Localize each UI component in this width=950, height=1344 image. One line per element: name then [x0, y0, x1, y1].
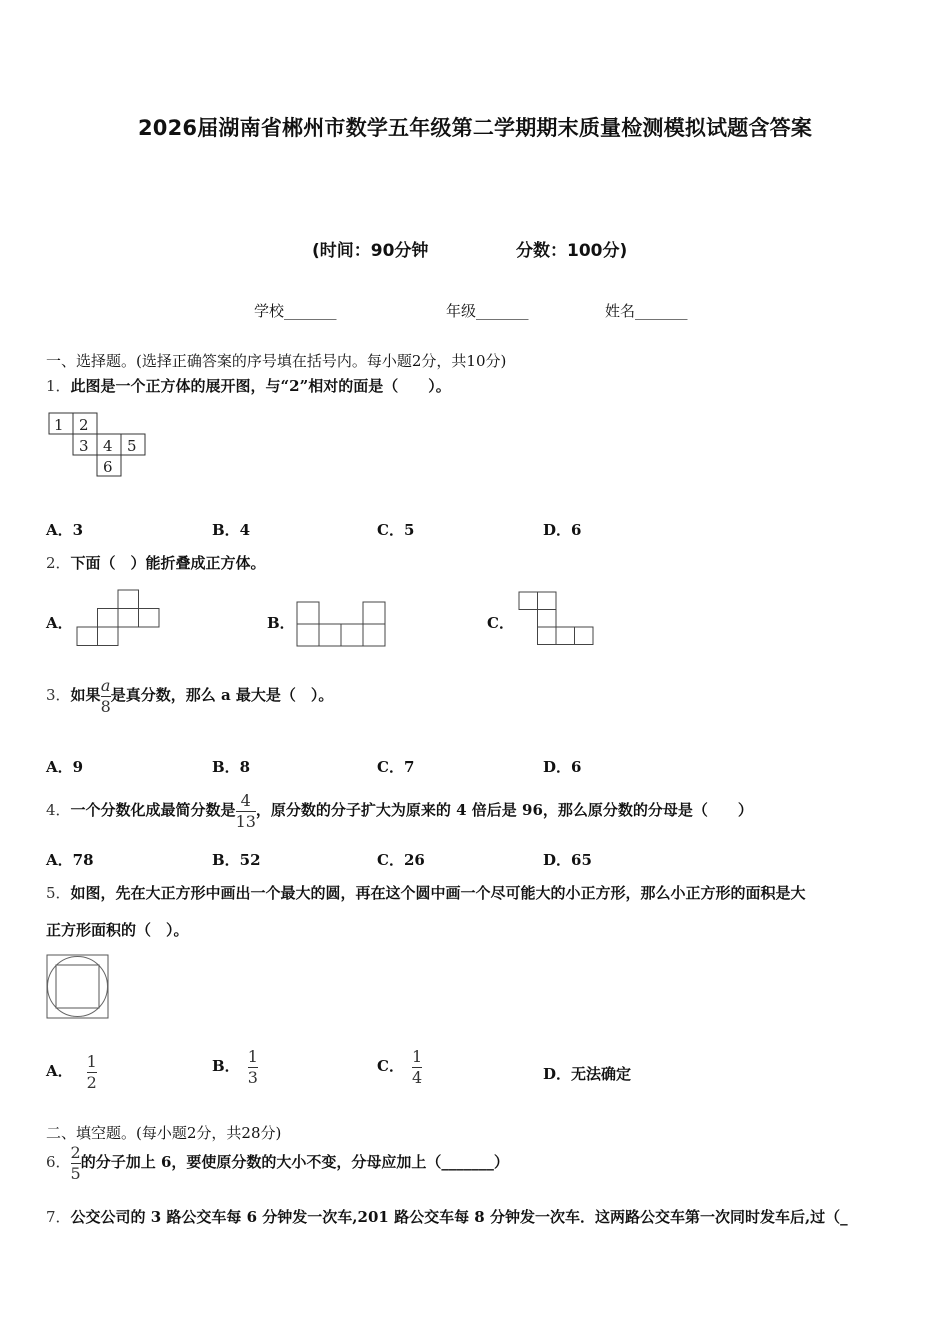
q5-option-a[interactable] — [46, 1041, 97, 1101]
fraction-denominator: 3 — [247, 1067, 258, 1087]
question-number: 7． — [46, 1208, 71, 1226]
net-face-2: 2 — [79, 416, 89, 434]
q5-option-c[interactable] — [377, 1036, 422, 1096]
question-4 — [46, 790, 753, 831]
fraction-4-over-13 — [236, 792, 256, 831]
question-prefix: 如果 — [70, 686, 101, 704]
exam-time: (时间：90分钟 — [312, 241, 429, 261]
q1-option-c[interactable]: C．5 — [377, 521, 415, 539]
net-face-4: 4 — [103, 437, 113, 455]
q1-option-b[interactable]: B．4 — [212, 521, 251, 539]
question-suffix: 是真分数，那么 a 最大是（ ）。 — [110, 686, 334, 704]
grade-field: 年级_______ — [446, 302, 529, 320]
question-6 — [46, 1142, 509, 1183]
q5-option-d[interactable]: D．无法确定 — [543, 1065, 632, 1083]
fraction-a-over-8 — [101, 677, 111, 716]
name-field: 姓名_______ — [605, 302, 688, 320]
question-5-line-2: 正方形面积的（ ）。 — [46, 921, 189, 939]
question-number: 2． — [46, 554, 71, 572]
q3-option-a[interactable]: A．9 — [46, 758, 84, 776]
fraction-denominator: 2 — [86, 1072, 97, 1092]
fraction-denominator: 5 — [70, 1163, 81, 1183]
fraction-numerator: a — [100, 675, 111, 695]
question-text: 此图是一个正方体的展开图，与“2”相对的面是（ ）。 — [70, 377, 451, 395]
q3-option-c[interactable]: C．7 — [377, 758, 415, 776]
question-7 — [46, 1206, 848, 1228]
fraction-numerator: 4 — [240, 790, 251, 810]
fraction-numerator: 2 — [70, 1142, 81, 1162]
fraction-2-over-5 — [71, 1144, 81, 1183]
q5-option-b[interactable] — [212, 1036, 258, 1096]
section-2-heading: 二、填空题。(每小题2分，共28分) — [46, 1124, 282, 1142]
question-prefix: 一个分数化成最简分数是 — [70, 801, 236, 819]
fraction-denominator: 8 — [100, 696, 111, 716]
option-label: B． — [212, 1057, 240, 1075]
question-text: 公交公司的 3 路公交车每 6 分钟发一次车,201 路公交车每 8 分钟发一次车．这两路公交车第一次同时发车后,过（_ — [70, 1208, 848, 1226]
fraction-numerator: 1 — [86, 1051, 97, 1071]
question-1 — [46, 375, 451, 397]
document-title: 2026届湖南省郴州市数学五年级第二学期期末质量检测模拟试题含答案 — [137, 116, 813, 140]
question-number: 4． — [46, 801, 71, 819]
fraction-numerator: 1 — [411, 1046, 423, 1066]
fraction-denominator: 13 — [235, 811, 256, 831]
question-number: 6． — [46, 1153, 71, 1171]
fraction-1-over-3 — [248, 1048, 258, 1087]
question-number: 3． — [46, 686, 71, 704]
q4-option-d[interactable]: D．65 — [543, 851, 592, 869]
net-face-6: 6 — [103, 458, 113, 476]
cube-net-figure — [48, 412, 150, 478]
fraction-numerator: 1 — [247, 1046, 258, 1066]
question-2 — [46, 552, 266, 574]
q4-option-c[interactable]: C．26 — [377, 851, 425, 869]
square-circle-figure — [46, 954, 110, 1020]
question-text: 的分子加上 6，要使原分数的大小不变，分母应加上（_______） — [80, 1153, 509, 1171]
fraction-1-over-2 — [87, 1053, 97, 1092]
exam-score: 分数：100分) — [516, 241, 628, 261]
q2-net-c — [518, 591, 596, 647]
question-number: 5． — [46, 884, 71, 902]
q1-option-a[interactable]: A．3 — [46, 521, 84, 539]
q1-option-d[interactable]: D．6 — [543, 521, 582, 539]
fraction-denominator: 4 — [411, 1067, 423, 1087]
q3-option-d[interactable]: D．6 — [543, 758, 582, 776]
q2-option-b[interactable]: B． — [267, 614, 295, 632]
question-text: 下面（ ）能折叠成正方体。 — [70, 554, 266, 572]
q3-option-b[interactable]: B．8 — [212, 758, 251, 776]
fraction-1-over-4 — [412, 1048, 422, 1087]
q2-option-c[interactable]: C． — [487, 614, 514, 632]
question-5-line-1 — [46, 882, 806, 904]
question-suffix: ，原分数的分子扩大为原来的 4 倍后是 96，那么原分数的分母是（ ） — [255, 801, 753, 819]
section-1-heading: 一、选择题。(选择正确答案的序号填在括号内。每小题2分，共10分) — [46, 352, 507, 370]
net-face-5: 5 — [127, 437, 137, 455]
q4-option-b[interactable]: B．52 — [212, 851, 261, 869]
option-label: A． — [46, 1062, 73, 1080]
question-number: 1． — [46, 377, 71, 395]
net-face-3: 3 — [79, 437, 89, 455]
q2-option-a[interactable]: A． — [46, 614, 73, 632]
net-face-1: 1 — [54, 416, 64, 434]
question-3 — [46, 676, 333, 716]
school-field: 学校_______ — [254, 302, 337, 320]
q4-option-a[interactable]: A．78 — [46, 851, 94, 869]
question-text: 如图，先在大正方形中画出一个最大的圆，再在这个圆中画一个尽可能大的小正方形，那么小正方形的面积是大 — [70, 884, 806, 902]
q2-net-a — [76, 589, 162, 647]
q2-net-b — [296, 601, 388, 647]
option-label: C． — [377, 1057, 404, 1075]
